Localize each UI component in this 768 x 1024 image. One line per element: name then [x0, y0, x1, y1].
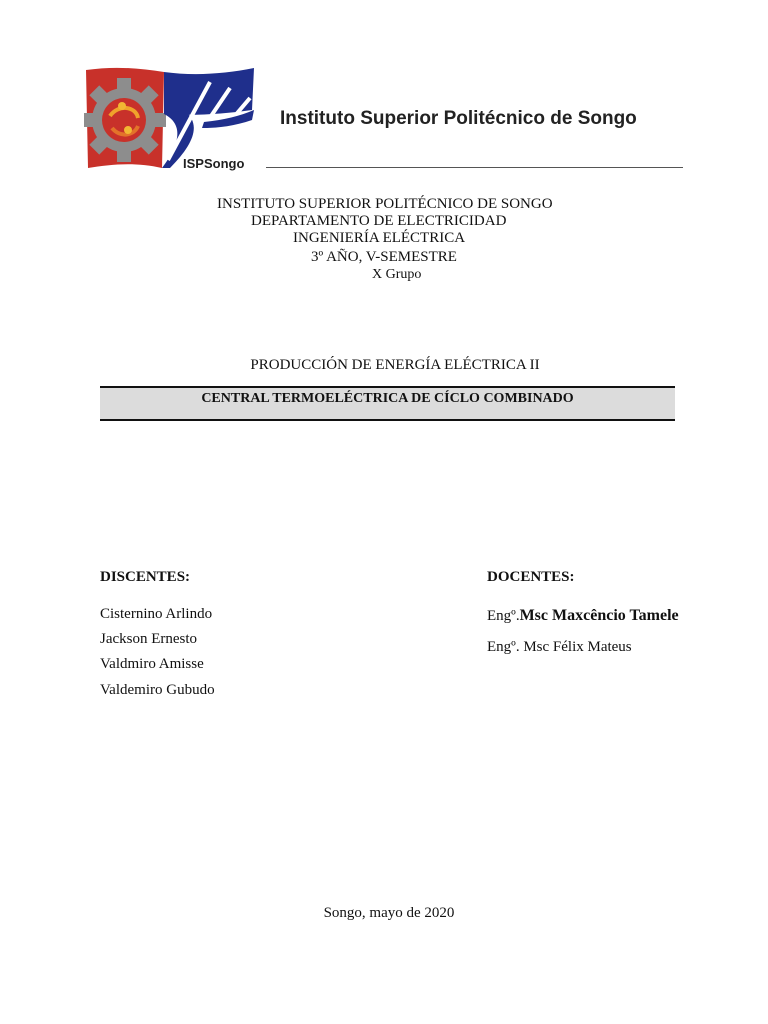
teachers-heading: DOCENTES: — [487, 569, 575, 585]
student-name: Valdemiro Gubudo — [100, 682, 215, 698]
teacher-name: Msc Maxcêncio Tamele — [519, 607, 679, 624]
year-semester: 3º AÑO, V-SEMESTRE — [311, 249, 457, 265]
group-label: X Grupo — [372, 267, 422, 282]
header-divider — [266, 167, 683, 168]
header-title: Instituto Superior Politécnico de Songo — [280, 108, 637, 129]
student-name: Valdmiro Amisse — [100, 656, 204, 672]
teacher-title-prefix: Engº. — [487, 608, 520, 624]
student-name: Cisternino Arlindo — [100, 606, 213, 622]
teacher-name-secondary: Engº. Msc Félix Mateus — [487, 639, 632, 655]
subject-title: PRODUCCIÓN DE ENERGÍA ELÉCTRICA II — [250, 357, 540, 373]
department-name: DEPARTAMENTO DE ELECTRICIDAD — [251, 213, 507, 229]
student-name: Jackson Ernesto — [100, 631, 198, 647]
logo-text: ISPSongo — [183, 156, 245, 171]
document-title-box — [100, 386, 675, 421]
institution-name: INSTITUTO SUPERIOR POLITÉCNICO DE SONGO — [217, 196, 553, 212]
students-heading: DISCENTES: — [100, 569, 191, 585]
program-name: INGENIERÍA ELÉCTRICA — [293, 230, 466, 246]
place-date: Songo, mayo de 2020 — [323, 905, 455, 921]
document-title: CENTRAL TERMOELÉCTRICA DE CÍCLO COMBINADO — [201, 391, 574, 406]
teacher-name-primary — [487, 607, 679, 625]
